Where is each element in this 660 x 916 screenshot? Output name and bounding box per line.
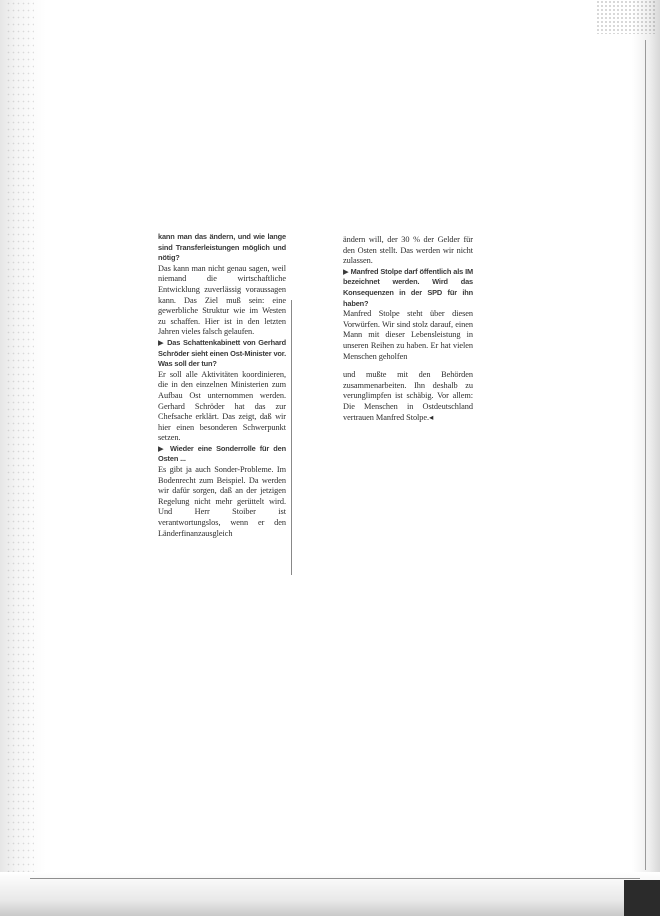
scan-noise-top-right [596, 0, 656, 34]
question-paragraph: kann man das ändern, und wie lange sind Transferleistungen möglich und nötig? [158, 232, 286, 263]
answer-paragraph: und mußte mit den Behörden zusammenarbeiten. Ihn deshalb zu verunglimpfen ist schäbig. Vor allem: Die Menschen in Ostdeutschland vertrauen Manfred Stolpe.◂ [343, 370, 473, 422]
answer-paragraph: Es gibt ja auch Sonder-Probleme. Im Bodenrecht zum Beispiel. Da werden wir dafür sorgen, daß an der jetzigen Regelung nicht mehr gerüttelt wird. Und Herr Stoiber ist verantwortungslos, wenn er den Länderfinanzausgleich [158, 465, 286, 538]
scan-dark-corner [624, 880, 660, 916]
scan-left-edge [0, 0, 46, 916]
scan-right-edge [632, 0, 660, 916]
answer-paragraph: Er soll alle Aktivitäten koordinieren, die in den einzelnen Ministerien zum Aufbau Ost unternommen werden. Gerhard Schröder hat das zur Chefsache erklärt. Das zeigt, daß wir hier einen besonderen Schwerpunkt setzen. [158, 369, 286, 443]
answer-paragraph: ändern will, der 30 % der Gelder für den Osten stellt. Das werden wir nicht zulassen. [343, 235, 473, 266]
question-paragraph: ▶ Das Schattenkabinett von Gerhard Schröder sieht einen Ost-Minister vor. Was soll der tun? [158, 337, 286, 369]
article-column-left [158, 232, 286, 572]
article-column-right [343, 235, 473, 422]
column-divider [291, 300, 292, 575]
answer-paragraph: Das kann man nicht genau sagen, weil niemand die wirtschaftliche Entwicklung zuverlässig voraussagen kann. Das Ziel muß sein: eine gewerbliche Struktur wie im Westen zu schaffen. Hier ist in den letzten Jahren vieles falsch gelaufen. [158, 263, 286, 337]
answer-paragraph: Manfred Stolpe steht über diesen Vorwürfen. Wir sind stolz darauf, einen Mann mit dieser Lebensleistung in unseren Reihen zu haben. Er hat vielen Menschen geholfen [343, 309, 473, 361]
question-paragraph: ▶ Manfred Stolpe darf öffentlich als IM bezeichnet werden. Wird das Konsequenzen in der SPD für ihn haben? [343, 266, 473, 308]
scan-bottom-edge [0, 872, 660, 916]
question-paragraph: ▶ Wieder eine Sonderrolle für den Osten ... [158, 443, 286, 464]
